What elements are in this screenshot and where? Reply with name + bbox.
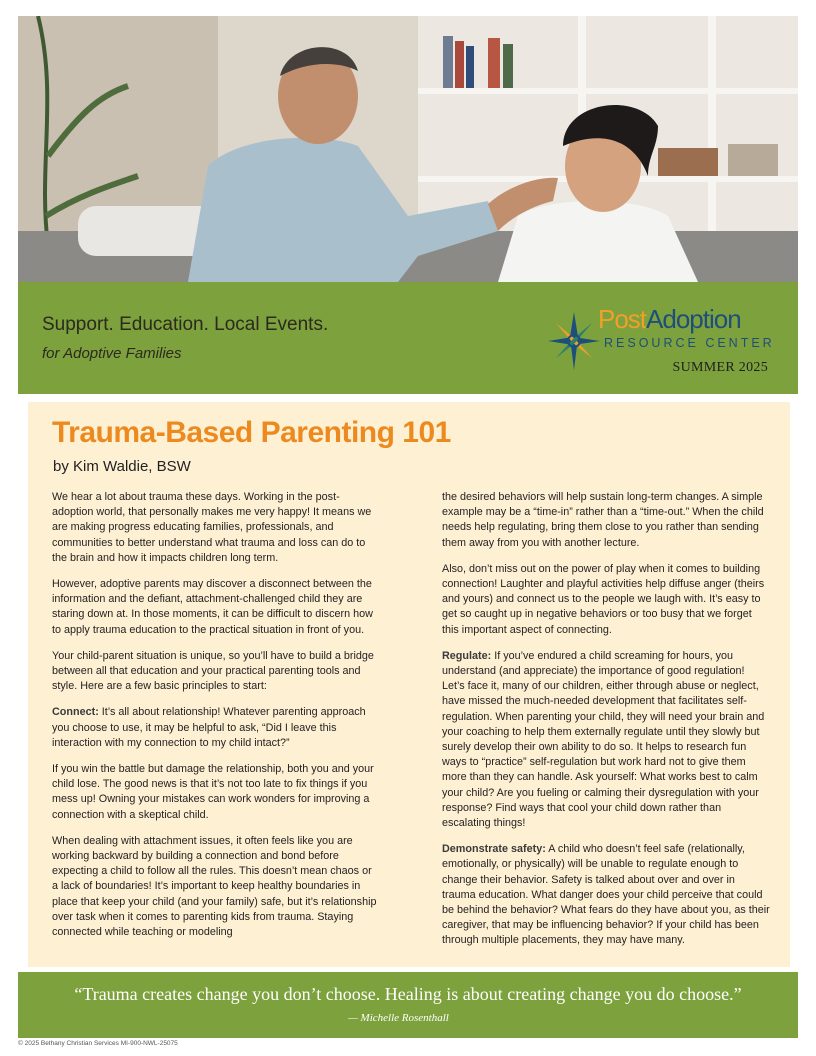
header-banner xyxy=(18,282,798,394)
article-column-left xyxy=(52,490,380,951)
quote-text: “Trauma creates change you don’t choose. Healing is about creating change you do choose.” xyxy=(74,984,742,1004)
logo-subtitle: RESOURCE CENTER xyxy=(604,336,775,350)
issue-season: SUMMER 2025 xyxy=(672,360,768,375)
paragraph: If you win the battle but damage the relationship, both you and your child lose. The good news is that it’s not too late to fix things if you mess up! Owning your mistakes can work wonders for improving a connection with a skeptical child. xyxy=(52,763,374,821)
article-panel xyxy=(28,402,790,967)
tagline: Support. Education. Local Events. xyxy=(42,314,329,335)
lead-connect: Connect: xyxy=(52,706,99,719)
article-title: Trauma-Based Parenting 101 xyxy=(52,416,451,449)
article-byline: by Kim Waldie, BSW xyxy=(53,458,191,475)
paragraph: However, adoptive parents may discover a disconnect between the information and the defiant, attachment-challenged child they are staring down at. In those moments, it can be difficult to discern how to apply trauma education to the practical situation in front of you. xyxy=(52,578,373,636)
footer-legal: © 2025 Bethany Christian Services MI-900-NWL-25075 xyxy=(18,1040,178,1047)
paragraph-safety: Demonstrate safety: A child who doesn’t feel safe (relationally, emotionally, or physically) will be unable to regulate enough to change their behavior. Safety is talked about over and over in trauma education. What danger does your child perceive that could be behind the behavior? What fears do they have about you, as their caregiver, that may be influencing behavior? If your child has been through multiple placements, they may have many. xyxy=(442,843,770,947)
paragraph: When dealing with attachment issues, it often feels like you are working backward by building a connection and bond before expecting a child to follow all the rules. This doesn’t mean chaos or a lack of boundaries! It’s important to keep healthy boundaries in place that keep your child (and your family) safe, but it’s relationship over task when it comes to parenting kids from trauma. Staying connected while teaching or modeling xyxy=(52,834,377,939)
paragraph-regulate: Regulate: If you’ve endured a child screaming for hours, you understand (and appreciate) the importance of good regulation! Let’s face it, many of our children, either through abuse or neglect, have missed the much-needed development that facilitates self-regulation. When parenting your child, they will need your brain and your coaching to help them externally regulate until they slowly but surely develop their own ability to do so. It helps to research fun ways to “practice” self-regulation but work hard not to give them more than they can handle. Ask yourself: What works best to calm your child? Are you fueling or calming their dysregulation with your response? Find ways that cool your child down rather than escalating things! xyxy=(442,649,765,830)
article-column-right xyxy=(442,490,770,960)
hero-illustration xyxy=(18,16,798,282)
paragraph: Also, don’t miss out on the power of play when it comes to building connection! Laughter and playful activities help diffuse anger (theirs and yours) and connect us to the people we laugh with. It’s easy to get so caught up in negative behaviors or too busy that we forget this important aspect of connecting. xyxy=(442,562,765,636)
compass-icon xyxy=(546,310,602,372)
paragraph: We hear a lot about trauma these days. Working in the post-adoption world, that personally makes me very happy! It means we are making progress educating families, professionals, and communities to better understand what trauma and loss can do to the brain and how it impacts children long term. xyxy=(52,491,372,564)
pull-quote xyxy=(18,972,798,1038)
tagline-subtitle: for Adoptive Families xyxy=(42,345,182,362)
paragraph-connect: Connect: It’s all about relationship! Whatever parenting approach you choose to use, it may be helpful to ask, “Did I leave this interaction with my connection to my child intact?” xyxy=(52,706,366,749)
paragraph: the desired behaviors will help sustain long-term changes. A simple example may be a “time-in” rather than a “time-out.” When the child needs help regulating, bring them close to you rather than sending them away from you with another lecture. xyxy=(442,491,764,549)
logo-wordmark: PostAdoption xyxy=(598,304,741,334)
lead-regulate: Regulate: xyxy=(442,649,492,662)
hero-photo xyxy=(18,16,798,282)
lead-safety: Demonstrate safety: xyxy=(442,843,546,856)
paragraph: Your child-parent situation is unique, so you’ll have to build a bridge between all that education and your practical parenting tools and style. Here are a few basic principles to start: xyxy=(52,649,374,693)
quote-attribution: — Michelle Rosenthall xyxy=(348,1012,449,1024)
